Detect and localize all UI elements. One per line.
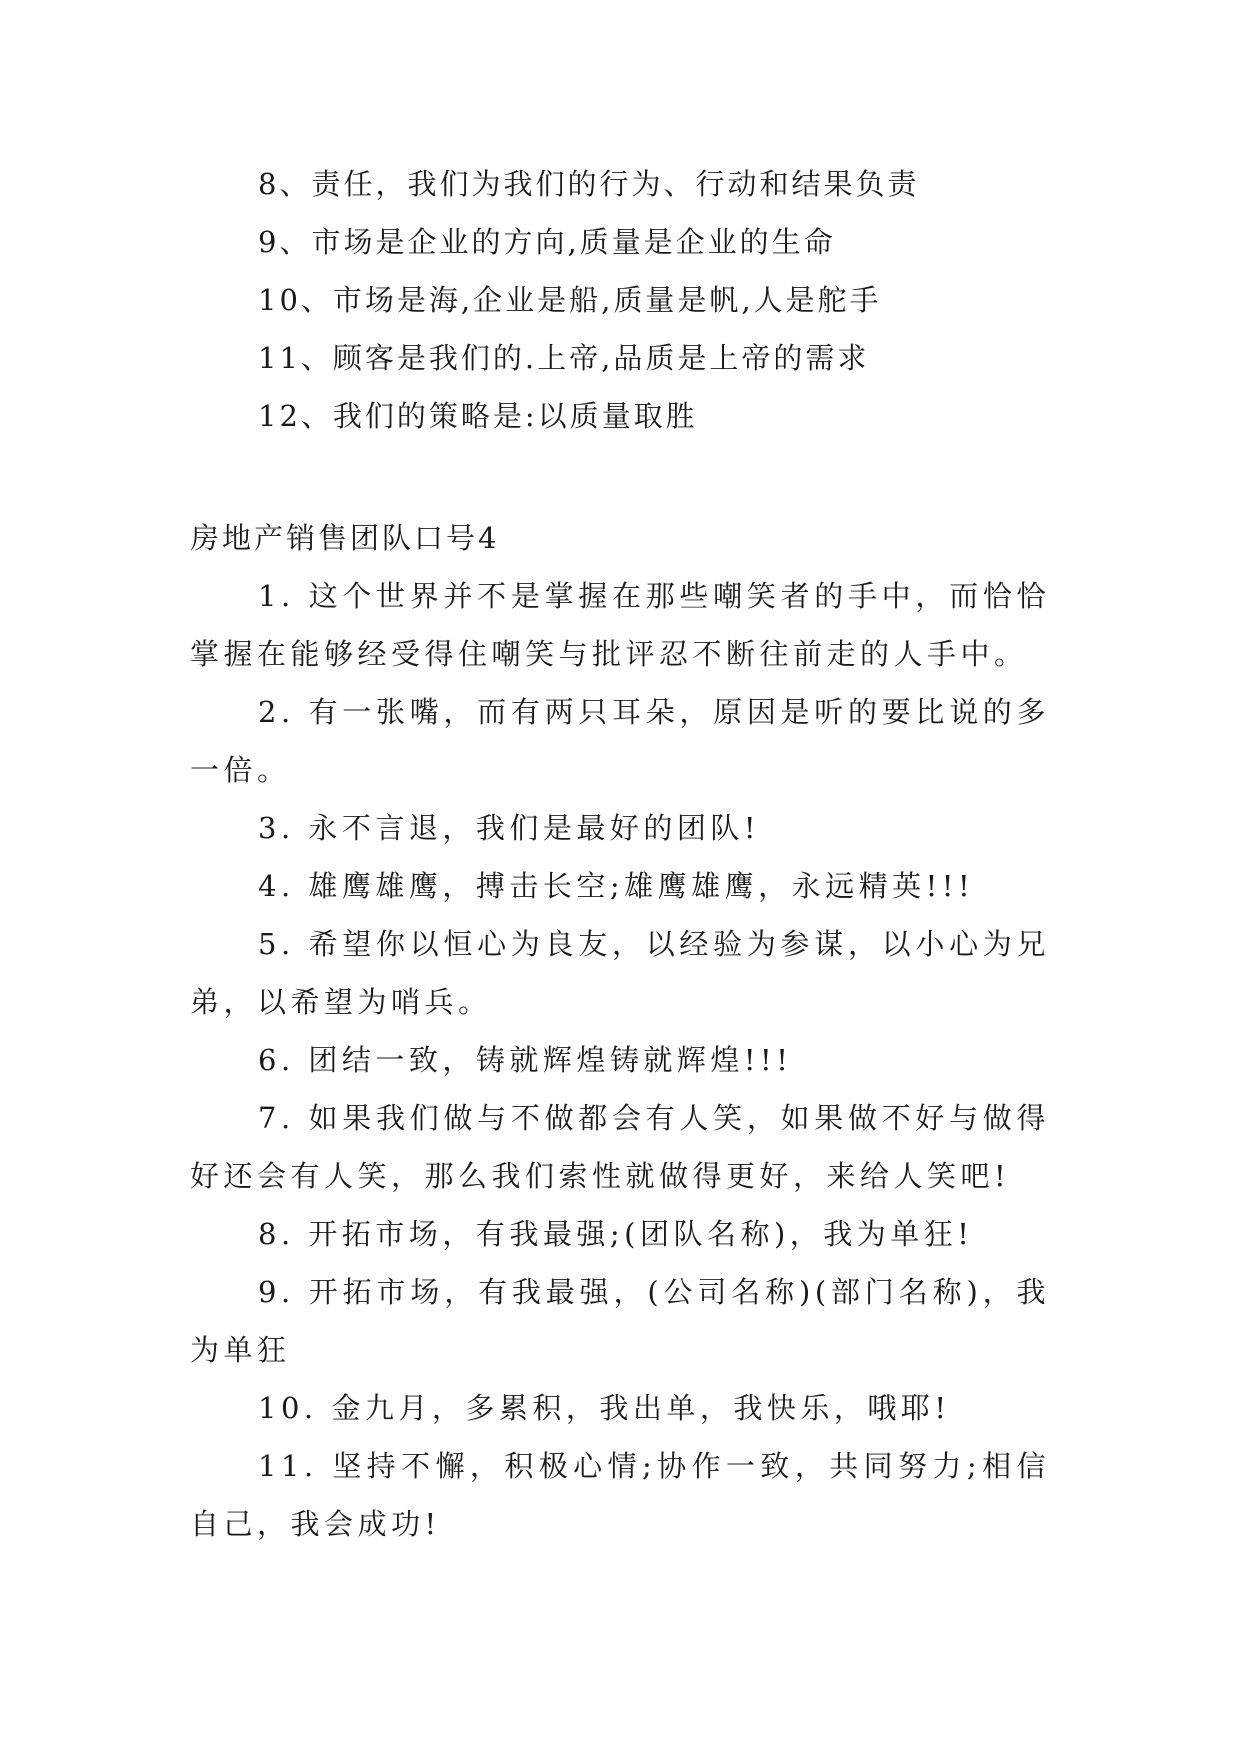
list-item: 11. 坚持不懈，积极心情;协作一致，共同努力;相信自己，我会成功! bbox=[190, 1449, 1050, 1541]
list-item: 10. 金九月，多累积，我出单，我快乐，哦耶! bbox=[258, 1391, 951, 1425]
section-title: 房地产销售团队口号4 bbox=[190, 521, 500, 555]
list-item: 6. 团结一致，铸就辉煌铸就辉煌!!! bbox=[258, 1043, 793, 1077]
list-item: 5. 希望你以恒心为良友，以经验为参谋，以小心为兄弟，以希望为哨兵。 bbox=[190, 927, 1050, 1019]
list-item: 9. 开拓市场，有我最强，(公司名称)(部门名称)，我为单狂 bbox=[190, 1275, 1050, 1367]
document-body bbox=[190, 155, 1050, 1553]
list-item: 12、我们的策略是:以质量取胜 bbox=[258, 399, 698, 433]
list-item: 1. 这个世界并不是掌握在那些嘲笑者的手中，而恰恰掌握在能够经受得住嘲笑与批评忍不断往前走的人手中。 bbox=[190, 579, 1050, 671]
list-item: 2. 有一张嘴，而有两只耳朵，原因是听的要比说的多一倍。 bbox=[190, 695, 1050, 787]
list-item: 4. 雄鹰雄鹰，搏击长空;雄鹰雄鹰，永远精英!!! bbox=[258, 869, 975, 903]
list-item: 10、市场是海,企业是船,质量是帆,人是舵手 bbox=[258, 283, 882, 317]
list-item: 8、责任，我们为我们的行为、行动和结果负责 bbox=[258, 167, 920, 201]
list-item: 9、市场是企业的方向,质量是企业的生命 bbox=[258, 225, 836, 259]
section-spacer bbox=[190, 445, 1050, 509]
list-item: 3. 永不言退，我们是最好的团队! bbox=[258, 811, 761, 845]
list-item: 7. 如果我们做与不做都会有人笑，如果做不好与做得好还会有人笑，那么我们索性就做得更好，来给人笑吧! bbox=[190, 1101, 1050, 1193]
list-item: 11、顾客是我们的.上帝,品质是上帝的需求 bbox=[258, 341, 870, 375]
list-item: 8. 开拓市场，有我最强;(团队名称)，我为单狂! bbox=[258, 1217, 974, 1251]
